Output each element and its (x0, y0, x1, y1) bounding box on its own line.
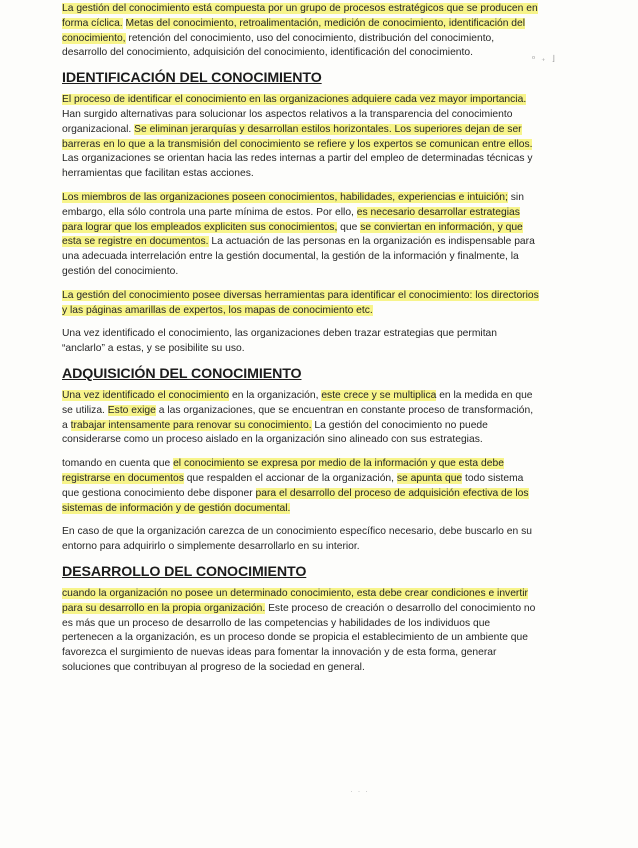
highlighted-text: es necesario desarrollar estrategias para lograr que los empleados expliciten sus conocimientos, (62, 206, 520, 233)
text-run: en la organización, (229, 389, 322, 401)
paragraph (62, 587, 540, 676)
text-run: Han surgido alternativas para solucionar los aspectos relativos a la transparencia del conocimiento organizacional. (62, 108, 513, 135)
section-heading: DESARROLLO DEL CONOCIMIENTO (62, 563, 307, 580)
text-run: todo sistema que gestiona conocimiento debe disponer (62, 472, 524, 499)
text-run: sin embargo, ella sólo controla una parte mínima de estos. Por ello, (62, 191, 524, 218)
text-run: que (337, 221, 361, 233)
highlighted-text: Esto exige (107, 404, 156, 416)
highlighted-text: El proceso de identificar el conocimiento en las organizaciones adquiere cada vez mayor importancia. (62, 94, 527, 106)
text-run: a las organizaciones, que se encuentran en constante proceso de transformación, a (62, 404, 534, 431)
paragraph (62, 289, 540, 319)
text-run: en la medida en que se utiliza. (62, 389, 533, 416)
bleed-through-text: · · · (350, 786, 369, 796)
section-identificacion (62, 70, 540, 357)
section-desarrollo (62, 564, 540, 676)
highlighted-text: para el desarrollo del proceso de adquisición efectiva de los sistemas de información y de gestión documental. (62, 487, 529, 514)
highlighted-text: este crece y se multiplica (321, 389, 437, 401)
text-run: La gestión del conocimiento no puede considerarse como un proceso aislado en la organización sino alineado con sus estrategias. (62, 419, 488, 446)
section-heading: IDENTIFICACIÓN DEL CONOCIMIENTO (62, 70, 322, 87)
highlighted-text: Una vez identificado el conocimiento (62, 389, 230, 401)
highlighted-text: La gestión del conocimiento está compuesta por un grupo de procesos estratégicos que se producen en forma cíclica. (62, 3, 538, 29)
paragraph (62, 327, 540, 357)
paragraph (62, 525, 540, 555)
highlighted-text: Los miembros de las organizaciones poseen conocimientos, habilidades, experiencias e intuición; (62, 191, 508, 203)
paragraph (62, 389, 540, 448)
paragraph (62, 457, 540, 516)
text-run: retención del conocimiento, uso del conocimiento, distribución del conocimiento, desarrollo del conocimiento, adquisición del conocimiento, identificación del conocimiento. (62, 32, 495, 59)
section-adquisicion (62, 366, 540, 555)
text-run: Una vez identificado el conocimiento, las organizaciones deben trazar estrategias que permitan “anclarlo” a estas, y se posibilite su uso. (62, 328, 498, 355)
sections-container (62, 70, 540, 676)
highlighted-text: se apunta que (396, 472, 463, 484)
highlighted-text: el conocimiento se expresa por medio de la información y que esta debe registrarse en documentos (62, 458, 504, 484)
text-run: La actuación de las personas en la organización es indispensable para una adecuada interrelación entre la gestión documental, la gestión de la información y finalmente, la gestión del conocimiento. (62, 236, 535, 277)
text-run: Este proceso de creación o desarrollo del conocimiento no es más que un proceso de desarrollo de las competencias y habilidades de los individuos que pertenecen a la organización, es un proceso donde se propicia el establecimiento de un ambiente que favorezca el surgimiento de nuevas ideas para fomentar la innovación y de esta forma, generar soluciones que contribuyan al progreso de la sociedad en general. (62, 602, 536, 673)
highlighted-text: se conviertan en información, y que esta se registre en documentos. (62, 221, 523, 248)
document-body (62, 2, 540, 685)
highlighted-text: trabajar intensamente para renovar su conocimiento. (70, 419, 312, 431)
highlighted-text: cuando la organización no posee un determinado conocimiento, esta debe crear condiciones e invertir para su desarrollo en la propia organización. (62, 587, 528, 614)
text-run: Las organizaciones se orientan hacia las redes internas a partir del empleo de determinadas técnicas y herramientas que facilitan estas acciones. (62, 153, 533, 180)
paragraph (62, 93, 540, 182)
section-heading: ADQUISICIÓN DEL CONOCIMIENTO (62, 365, 302, 382)
text-run: tomando en cuenta que (62, 458, 174, 470)
intro-paragraph (62, 2, 540, 61)
highlighted-text: Metas del conocimiento, retroalimentación, medición de conocimiento, identificación del conocimiento, (62, 17, 526, 44)
highlighted-text: Se eliminan jerarquías y desarrollan estilos horizontales. Los superiores dejan de ser barreras en lo que a la transmisión del conocimiento se refiere y los expertos se comunican entre ellos. (62, 123, 533, 150)
text-run: En caso de que la organización carezca de un conocimiento específico necesario, debe buscarlo en su entorno para adquirirlo o simplemente desarrollarlo en su interior. (62, 526, 532, 553)
margin-annotation: ᵒ ₊ ⌋ (532, 54, 557, 63)
paragraph (62, 191, 540, 280)
highlighted-text: La gestión del conocimiento posee diversas herramientas para identificar el conocimiento: los directorios y las páginas amarillas de expertos, los mapas de conocimiento etc. (62, 289, 539, 316)
text-run: que respalden el accionar de la organización, (183, 472, 397, 484)
